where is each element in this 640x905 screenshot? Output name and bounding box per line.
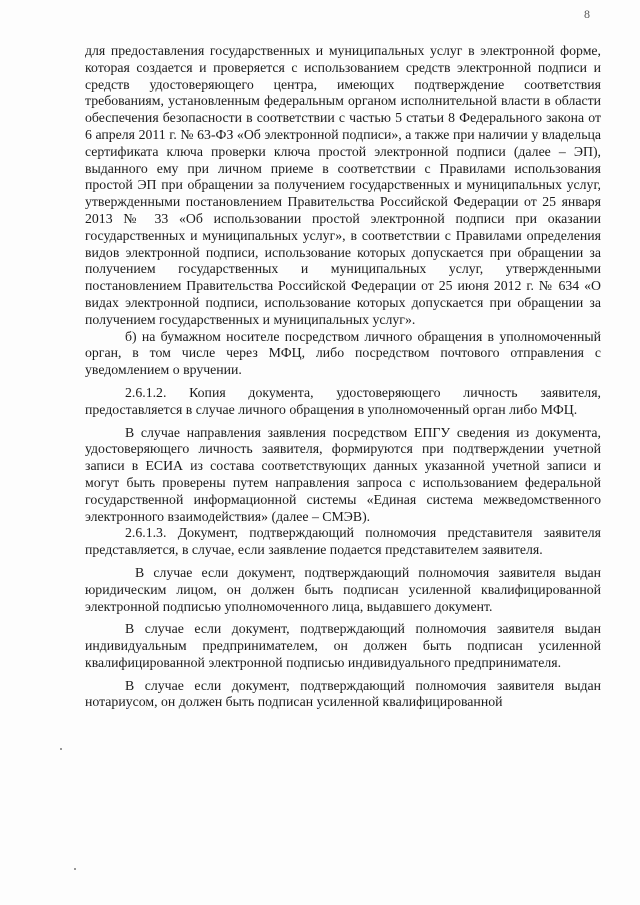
paragraph-legal-entity: В случае если документ, подтверждающий полномочия заявителя выдан юридическим лицом, он должен быть подписан усиленной квалифицированной электронной подписью уполномоченного лица, выдавшего документ.	[85, 564, 601, 614]
paragraph-entrepreneur: В случае если документ, подтверждающий полномочия заявителя выдан индивидуальным предпринимателем, он должен быть подписан усиленной квалифицированной электронной подписью индивидуального предпринимателя.	[85, 621, 601, 670]
page-number: 8	[584, 7, 590, 21]
paragraph-electronic-signature: для предоставления государственных и муниципальных услуг в электронной форме, которая создается и проверяется с использованием средств электронной подписи и средств удостоверяющего центра, имеющих подтверждение соответствия требованиям, установленным федеральным органом исполнительной власти в области обеспечения безопасности в соответствии с частью 5 статьи 8 Федерального закона от 6 апреля 2011 г. № 63-ФЗ «Об электронной подписи», а также при наличии у владельца сертификата ключа проверки ключа простой электронной подписи (далее – ЭП), выданного ему при личном приеме в соответствии с Правилами использования простой ЭП при обращении за получением государственных и муниципальных услуг, утвержденными постановлением Правительства Российской Федерации от 25 января 2013 № 33 «Об использовании простой электронной подписи при оказании государственных и муниципальных услуг», в соответствии с Правилами определения видов электронной подписи, использование которых допускается при обращении за получением государственных и муниципальных услуг, утвержденными постановлением Правительства Российской Федерации от 25 июня 2012 г. № 634 «О видах электронной подписи, использование которых допускается при обращении за получением государственных и муниципальных услуг».	[85, 43, 601, 327]
paragraph-paper-submission: б) на бумажном носителе посредством личного обращения в уполномоченный орган, в том числе через МФЦ, либо посредством почтового отправления с уведомлением о вручении.	[85, 328, 601, 378]
scan-speck	[74, 868, 76, 870]
paragraph-2-6-1-2: 2.6.1.2. Копия документа, удостоверяющего личность заявителя, предоставляется в случае личного обращения в уполномоченный орган либо МФЦ.	[85, 384, 601, 417]
paragraph-2-6-1-3: 2.6.1.3. Документ, подтверждающий полномочия представителя заявителя представляется, в случае, если заявление подается представителем заявителя.	[85, 525, 601, 558]
document-body	[85, 43, 601, 711]
paragraph-epgu-identity: В случае направления заявления посредством ЕПГУ сведения из документа, удостоверяющего личность заявителя, формируются при подтверждении учетной записи в ЕСИА из состава соответствующих данных указанной учетной записи и могут быть проверены путем направления запроса с использованием федеральной государственной информационной системы «Единая система межведомственного электронного взаимодействия» (далее – СМЭВ).	[85, 424, 601, 524]
paragraph-notary: В случае если документ, подтверждающий полномочия заявителя выдан нотариусом, он должен быть подписан усиленной квалифицированной	[85, 677, 601, 710]
scan-speck	[60, 748, 62, 750]
